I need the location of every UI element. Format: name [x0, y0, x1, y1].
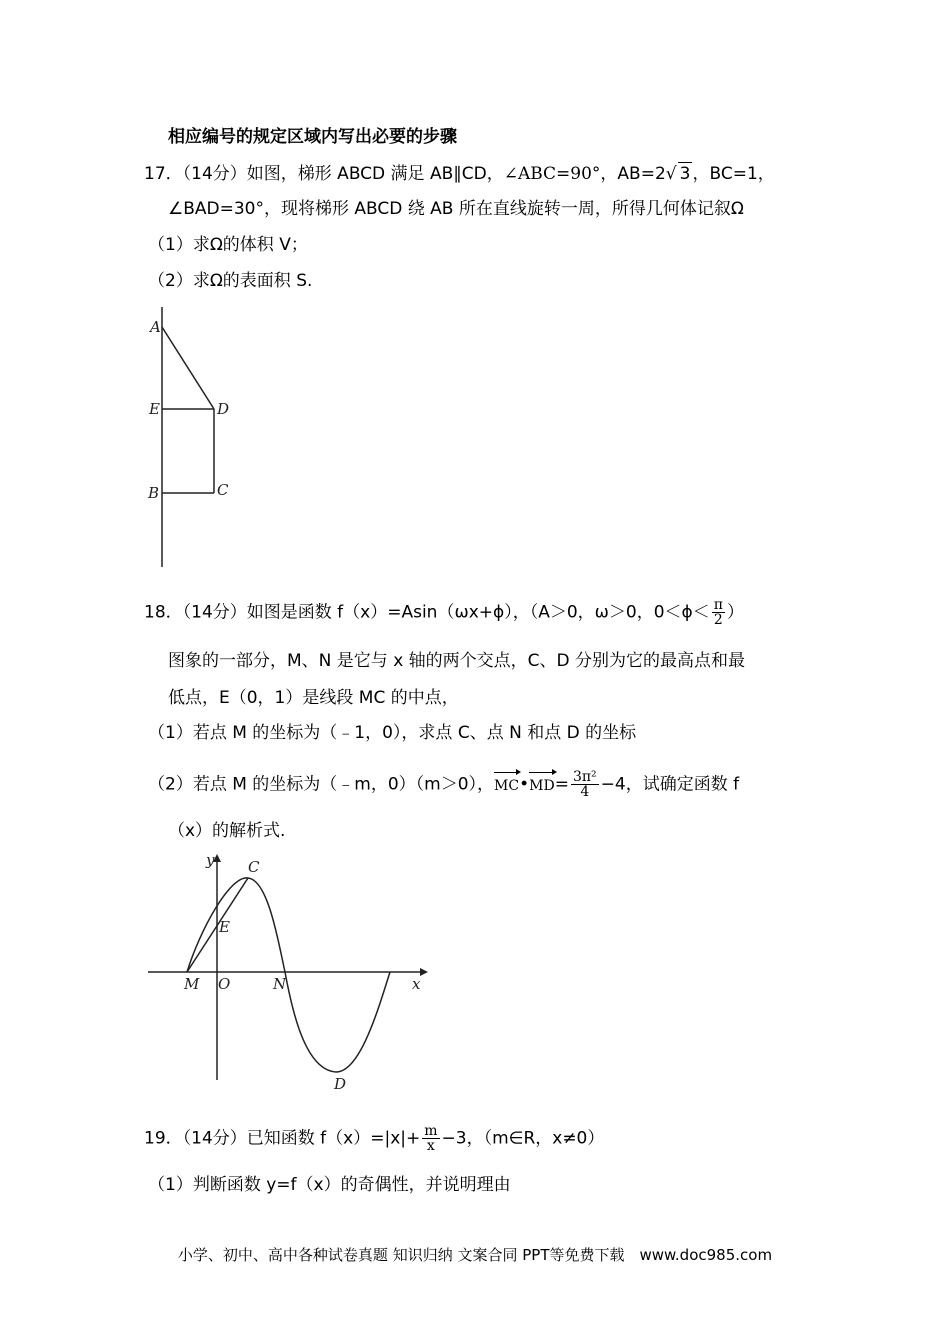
q19-text-b: −3，（m∈R，x≠0） [441, 1128, 605, 1149]
q19-text-a: 已知函数 f（x）=|x|+ [246, 1128, 421, 1149]
x-axis-arrow [420, 968, 428, 976]
label-d: D [217, 400, 230, 418]
q18-line2: 图象的一部分，M、N 是它与 x 轴的两个交点，C、D 分别为它的最高点和最 [168, 651, 746, 671]
label-d: D [334, 1075, 347, 1093]
q19-line1 [144, 1124, 604, 1153]
q18-text-a: 如图是函数 f（x）=Asin（ωx+ϕ），（A＞0，ω＞0，0＜ϕ＜ [246, 602, 710, 623]
label-n: N [273, 975, 287, 993]
q17-text-c: ，BC=1， [692, 164, 775, 184]
dot-operator: • [519, 774, 530, 795]
q19-fraction: $\frac{m}{x}$ [424, 1123, 438, 1154]
label-o: O [218, 975, 231, 993]
label-y: y [206, 851, 215, 869]
q18-line1 [144, 598, 744, 627]
q18-part2-text-a: （2）若点 M 的坐标为（﹣m，0）（m＞0）， [148, 774, 495, 795]
label-a: A [150, 318, 161, 336]
q18-line-last: （x）的解析式. [168, 821, 286, 841]
q18-line3: 低点，E（0，1）是线段 MC 的中点， [168, 688, 459, 708]
vector-md: MD [529, 775, 555, 797]
q19-number: 19． [144, 1128, 183, 1149]
q18-part2-text-b: −4，试确定函数 f [600, 774, 740, 795]
sine-graph-figure [140, 850, 440, 1095]
q18-score: （14分） [182, 602, 247, 623]
section-heading: 相应编号的规定区域内写出必要的步骤 [168, 127, 457, 147]
equals-sign: = [554, 774, 569, 795]
q18-number: 18． [144, 602, 183, 623]
q17-angle: ∠ABC=90° [503, 164, 601, 184]
trapezoid-figure [140, 305, 250, 575]
vector-mc: MC [494, 775, 519, 797]
q18-text-b: ） [726, 602, 744, 623]
label-e: E [149, 400, 160, 418]
label-x: x [412, 975, 421, 993]
label-c: C [217, 481, 229, 499]
segment-ad [162, 327, 214, 409]
q17-score: （14分） [182, 164, 247, 184]
label-e: E [219, 918, 230, 936]
q17-line1: 17．（14分）如图，梯形 ABCD 满足 AB∥CD，∠ABC=90°，AB=2√ 3 ，BC=1， [144, 164, 775, 184]
q19-score: （14分） [182, 1128, 247, 1149]
q17-number: 17． [144, 164, 183, 184]
q17-part2: （2）求Ω的表面积 S. [148, 271, 313, 291]
q18-pi-fraction: $\frac{\pi}{2}$ [713, 597, 723, 628]
q18-part1: （1）若点 M 的坐标为（﹣1，0），求点 C、点 N 和点 D 的坐标 [148, 723, 637, 743]
q17-text-b: ，AB= [600, 164, 655, 184]
label-m: M [184, 975, 200, 993]
label-b: B [148, 484, 160, 502]
q17-line2: ∠BAD=30°，现将梯形 ABCD 绕 AB 所在直线旋转一周，所得几何体记叙Ω [168, 199, 744, 219]
label-c: C [248, 858, 260, 876]
q17-ab-coef: 2 [654, 164, 666, 184]
q18-part2 [148, 770, 739, 799]
page-footer: 小学、初中、高中各种试卷真题 知识归纳 文案合同 PPT等免费下载 www.doc985.com [177, 1246, 773, 1264]
q17-text-a: 如图，梯形 ABCD 满足 AB∥CD， [246, 164, 504, 184]
q19-part1: （1）判断函数 y=f（x）的奇偶性，并说明理由 [148, 1175, 511, 1195]
q17-part1: （1）求Ω的体积 V； [148, 235, 308, 255]
q17-ab-radicand: 3 [679, 164, 691, 184]
q18-fraction: $\frac{\text{3π²}}{4}$ [572, 769, 597, 800]
